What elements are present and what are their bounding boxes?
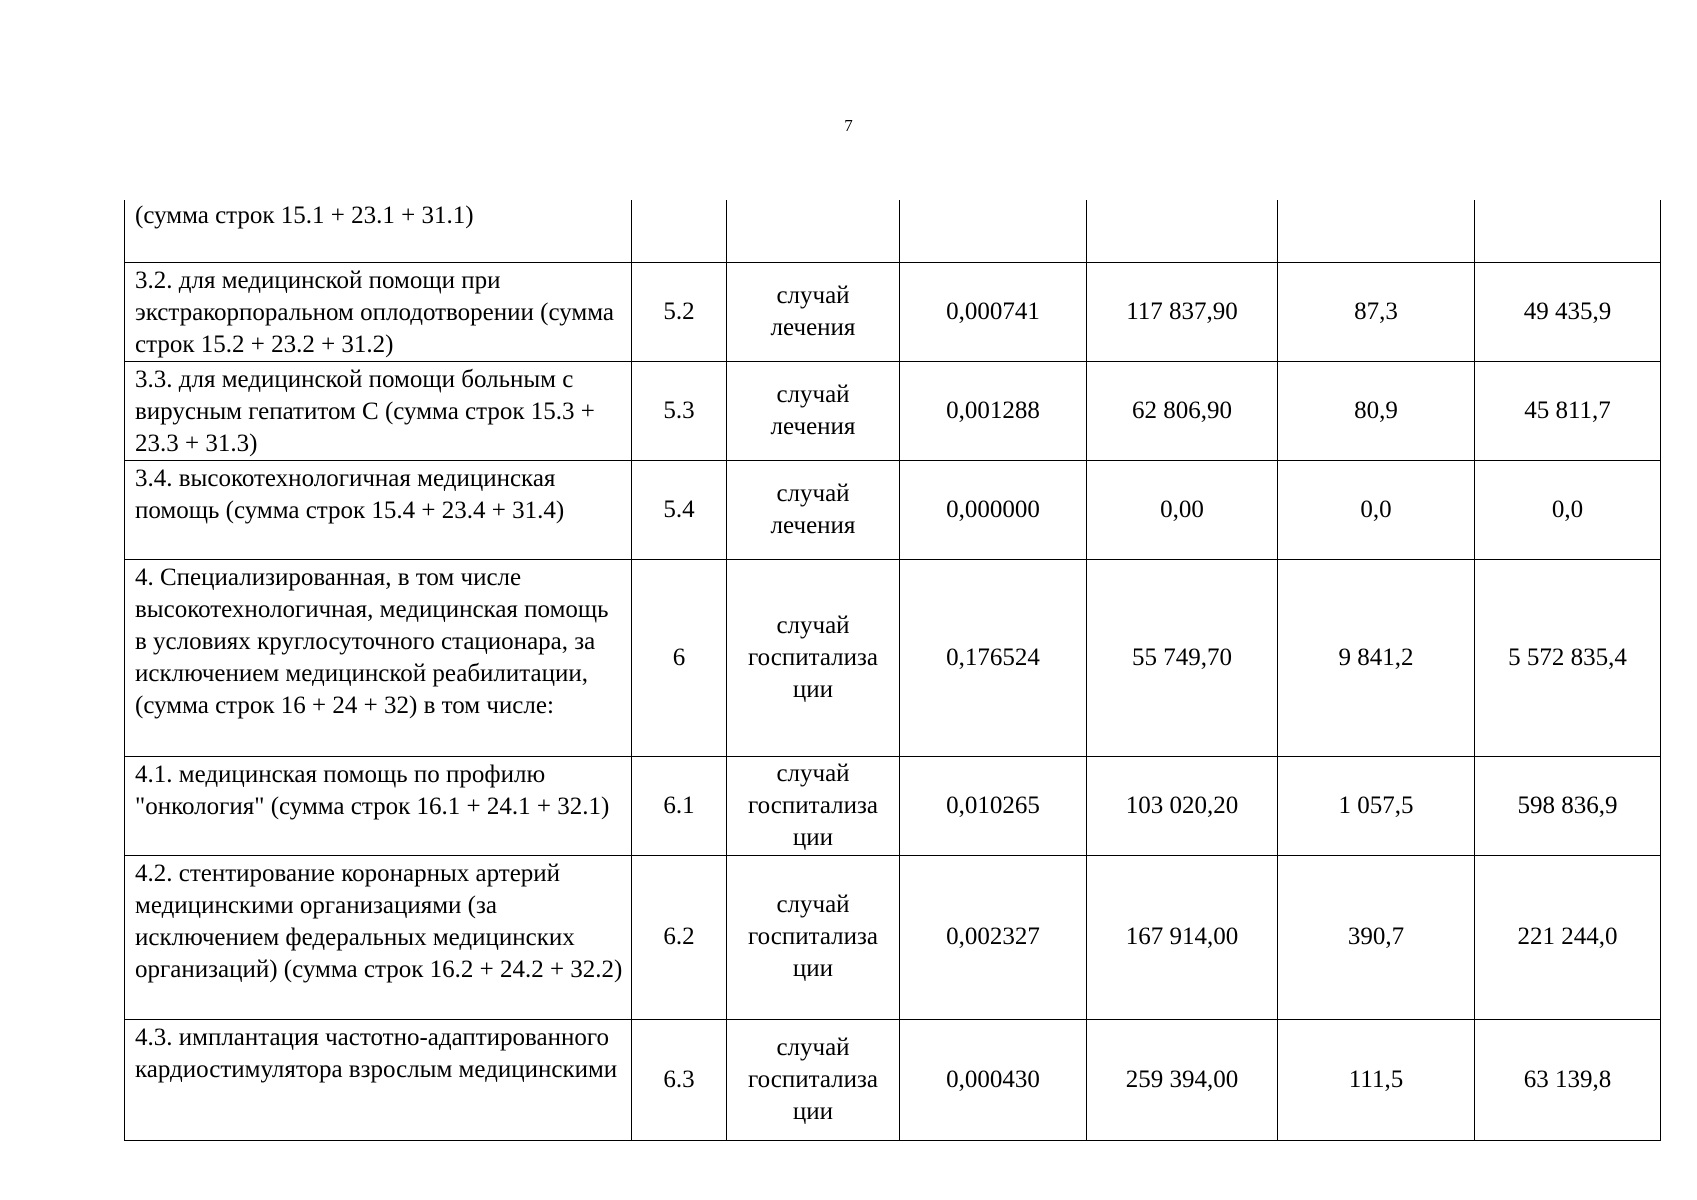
table-row [125,262,1661,361]
page-number: 7 [844,116,853,135]
row-description-cell: 4. Специализированная, в том числе высокотехнологичная, медицинская помощь в условиях круглосуточного стационара, за исключением медицинской реабилитации, (сумма строк 16 + 24 + 32) в том числе: [125,559,632,756]
row-total-cell [1475,200,1661,262]
row-norm-cell: 0,176524 [900,559,1087,756]
row-unit-cell [727,460,900,559]
row-total-cell: 45 811,7 [1475,361,1661,460]
row-line-number-cell: 5.4 [632,460,727,559]
table-row [125,200,1661,262]
table-row [125,460,1661,559]
row-description-cell: 4.2. стентирование коронарных артерий медицинскими организациями (за исключением федеральных медицинских организаций) (сумма строк 16.2 + 24.2 + 32.2) [125,855,632,1019]
unit-text: лечения [770,313,856,341]
row-cost-cell: 117 837,90 [1087,262,1278,361]
tariff-table [124,200,1661,1141]
unit-text: ции [792,823,834,851]
row-unit-cell [727,756,900,855]
row-cost-cell [1087,200,1278,262]
table-row [125,361,1661,460]
row-unit-cell [727,361,900,460]
row-line-number-cell: 6.1 [632,756,727,855]
unit-text: ции [792,955,834,982]
row-description-cell: 4.3. имплантация частотно-адаптированного кардиостимулятора взрослым медицинскими [125,1019,632,1140]
row-line-number-cell: 5.3 [632,361,727,460]
row-unit-cell [727,855,900,1019]
row-unit-cell [727,200,900,262]
row-cost-cell: 167 914,00 [1087,855,1278,1019]
unit-text: случай [776,479,850,507]
unit-text: случай [776,891,850,918]
row-line-number-cell [632,200,727,262]
row-per-capita-cell: 390,7 [1278,855,1475,1019]
row-norm-cell: 0,000000 [900,460,1087,559]
row-total-cell: 221 244,0 [1475,855,1661,1019]
row-per-capita-cell: 0,0 [1278,460,1475,559]
row-norm-cell: 0,002327 [900,855,1087,1019]
row-description-cell: 3.3. для медицинской помощи больным с вирусным гепатитом C (сумма строк 15.3 + 23.3 + 31.3) [125,361,632,460]
unit-text: случай [776,380,850,408]
row-per-capita-cell: 111,5 [1278,1019,1475,1140]
row-line-number-cell: 5.2 [632,262,727,361]
unit-text: госпитализа [748,923,878,950]
table-row [125,855,1661,1019]
row-total-cell: 5 572 835,4 [1475,559,1661,756]
row-description-cell: (сумма строк 15.1 + 23.1 + 31.1) [125,200,632,262]
unit-text: ции [792,675,834,703]
row-cost-cell: 259 394,00 [1087,1019,1278,1140]
row-description-cell: 3.4. высокотехнологичная медицинская помощь (сумма строк 15.4 + 23.4 + 31.4) [125,460,632,559]
unit-text: лечения [770,511,856,539]
unit-text: госпитализа [748,643,878,671]
row-norm-cell: 0,010265 [900,756,1087,855]
row-description-cell: 3.2. для медицинской помощи при экстракорпоральном оплодотворении (сумма строк 15.2 + 23.2 + 31.2) [125,262,632,361]
row-norm-cell: 0,000430 [900,1019,1087,1140]
row-unit-cell [727,262,900,361]
row-cost-cell: 62 806,90 [1087,361,1278,460]
unit-text: лечения [770,412,856,440]
unit-text: госпитализа [748,1065,878,1093]
row-per-capita-cell [1278,200,1475,262]
table-row [125,559,1661,756]
row-total-cell: 0,0 [1475,460,1661,559]
unit-text: госпитализа [748,791,878,819]
unit-text: случай [776,1033,850,1061]
row-per-capita-cell: 1 057,5 [1278,756,1475,855]
unit-text: случай [776,759,850,787]
unit-text: случай [776,281,850,309]
row-per-capita-cell: 9 841,2 [1278,559,1475,756]
row-line-number-cell: 6 [632,559,727,756]
row-per-capita-cell: 87,3 [1278,262,1475,361]
row-norm-cell [900,200,1087,262]
row-total-cell: 49 435,9 [1475,262,1661,361]
table-row [125,1019,1661,1140]
unit-text: ции [792,1097,834,1125]
row-total-cell: 598 836,9 [1475,756,1661,855]
row-cost-cell: 55 749,70 [1087,559,1278,756]
row-unit-cell [727,1019,900,1140]
row-description-cell: 4.1. медицинская помощь по профилю "онкология" (сумма строк 16.1 + 24.1 + 32.1) [125,756,632,855]
row-line-number-cell: 6.2 [632,855,727,1019]
row-line-number-cell: 6.3 [632,1019,727,1140]
unit-text: случай [776,611,850,639]
row-unit-cell [727,559,900,756]
row-cost-cell: 0,00 [1087,460,1278,559]
row-per-capita-cell: 80,9 [1278,361,1475,460]
row-norm-cell: 0,001288 [900,361,1087,460]
row-norm-cell: 0,000741 [900,262,1087,361]
table-row [125,756,1661,855]
row-cost-cell: 103 020,20 [1087,756,1278,855]
row-total-cell: 63 139,8 [1475,1019,1661,1140]
